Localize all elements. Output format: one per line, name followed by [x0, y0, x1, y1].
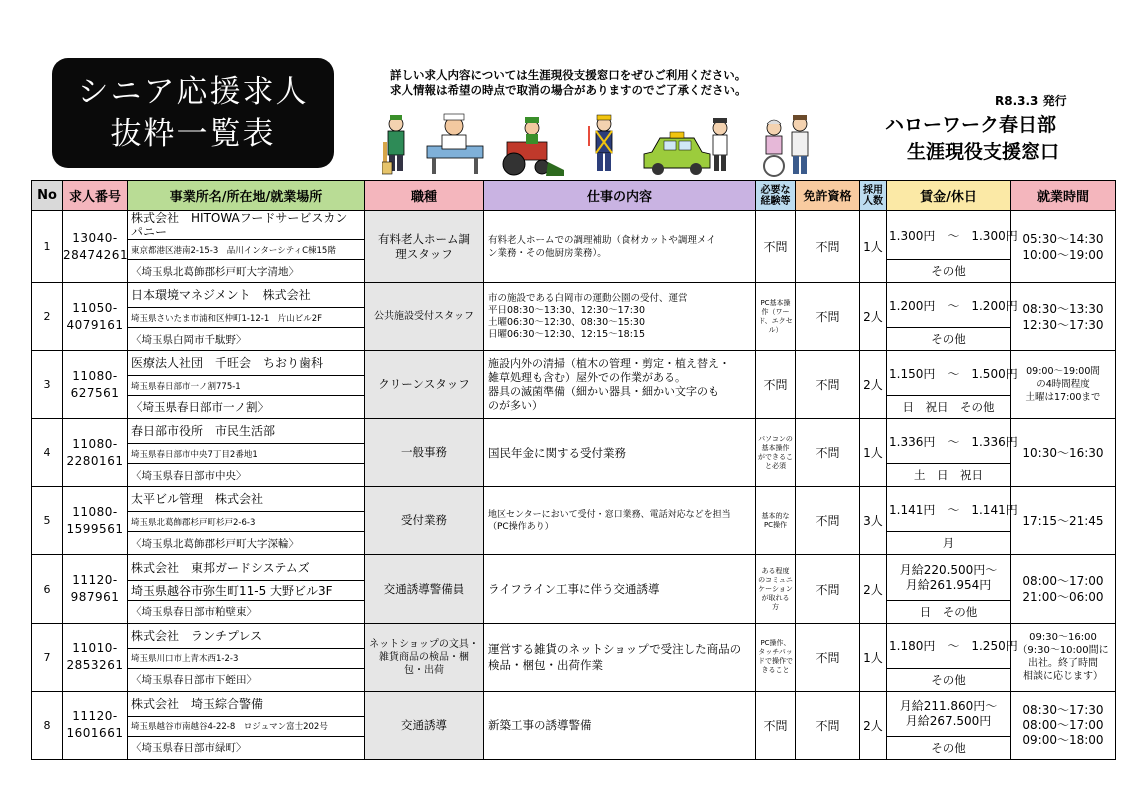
job-description: 施設内外の清掃（植木の管理・剪定・植え替え・ 雑草処理も含む）屋外での作業がある。 器具の滅菌準備（細かい器具・細かい文字のも のが多い） — [484, 351, 756, 419]
company-address: 東京都港区港南2-15-3 品川インターシティC棟15階 — [128, 240, 365, 260]
work-place: 〈埼玉県北葛飾郡杉戸町大字深輪〉 — [128, 532, 365, 555]
work-place: 〈埼玉県春日部市中央〉 — [128, 464, 365, 487]
hire-count: 2人 — [860, 351, 887, 419]
wage: 1.180円 ～ 1.250円 — [887, 623, 1011, 668]
wage: 月給211.860円～ 月給267.500円 — [887, 691, 1011, 736]
hire-count: 1人 — [860, 211, 887, 283]
company-name: 株式会社 埼玉綜合警備 — [128, 691, 365, 716]
company-name: 株式会社 HITOWAフードサービスカン パニー — [128, 211, 365, 240]
job-title: 一般事務 — [365, 419, 484, 487]
company-name: 日本環境マネジメント 株式会社 — [128, 283, 365, 308]
job-description: ライフライン工事に伴う交通誘導 — [484, 555, 756, 623]
license: 不問 — [796, 283, 860, 351]
holiday: 土 日 祝日 — [887, 464, 1011, 487]
required-experience: パソコンの 基本操作 ができるこ と必須 — [756, 419, 796, 487]
tractor-illustration — [503, 117, 564, 176]
notice — [390, 68, 747, 98]
work-place: 〈埼玉県春日部市下蛭田〉 — [128, 668, 365, 691]
holiday: その他 — [887, 736, 1011, 759]
work-hours: 09:00～19:00間 の4時間程度 土曜は17:00まで — [1011, 351, 1116, 419]
hire-count: 1人 — [860, 623, 887, 691]
wage: 1.200円 ～ 1.200円 — [887, 283, 1011, 328]
job-description: 市の施設である白岡市の運動公園の受付、運営 平日08:30～13:30、12:30～17:30 土曜06:30～12:30、08:30～15:30 日曜06:30～12:30、12:15～18:15 — [484, 283, 756, 351]
wage: 1.150円 ～ 1.500円 — [887, 351, 1011, 396]
col-header-id: 求人番号 — [63, 181, 128, 211]
job-listing-table — [31, 180, 1116, 760]
notice-line2: 求人情報は希望の時点で取消の場合がありますのでご了承ください。 — [390, 83, 747, 97]
guard-illustration — [588, 115, 612, 171]
table-row — [32, 419, 1116, 444]
company-address: 埼玉県春日部市一ノ割775-1 — [128, 376, 365, 396]
wage: 月給220.500円～ 月給261.954円 — [887, 555, 1011, 600]
hire-count: 1人 — [860, 419, 887, 487]
table-row — [32, 351, 1116, 376]
table-row — [32, 487, 1116, 512]
office-name — [885, 112, 1059, 166]
work-place: 〈埼玉県春日部市緑町〉 — [128, 736, 365, 759]
col-header-job: 職種 — [365, 181, 484, 211]
col-header-exp: 必要な 経験等 — [756, 181, 796, 211]
license: 不問 — [796, 351, 860, 419]
work-hours: 05:30～14:30 10:00～19:00 — [1011, 211, 1116, 283]
janitor-illustration — [382, 115, 404, 174]
job-id: 11010- 2853261 — [63, 623, 128, 691]
work-place: 〈埼玉県白岡市千駄野〉 — [128, 328, 365, 351]
table-row — [32, 211, 1116, 240]
holiday: 日 祝日 その他 — [887, 396, 1011, 419]
job-description: 国民年金に関する受付業務 — [484, 419, 756, 487]
work-hours: 08:30～17:30 08:00～17:00 09:00～18:00 — [1011, 691, 1116, 759]
job-title: 受付業務 — [365, 487, 484, 555]
required-experience: 不問 — [756, 351, 796, 419]
title-box — [52, 58, 334, 168]
work-hours: 08:00～17:00 21:00～06:00 — [1011, 555, 1116, 623]
title-line1: シニア応援求人 — [77, 74, 309, 110]
company-name: 医療法人社団 千旺会 ちおり歯科 — [128, 351, 365, 376]
hire-count: 2人 — [860, 691, 887, 759]
company-address: 埼玉県越谷市弥生町11-5 大野ビル3F — [128, 580, 365, 600]
required-experience: ある程度 のコミュニ ケーション が取れる 方 — [756, 555, 796, 623]
cook-illustration — [427, 114, 483, 174]
row-number: 6 — [32, 555, 63, 623]
caregiver-illustration — [764, 115, 808, 176]
job-title: 公共施設受付スタッフ — [365, 283, 484, 351]
col-header-desc: 仕事の内容 — [484, 181, 756, 211]
license: 不問 — [796, 487, 860, 555]
row-number: 2 — [32, 283, 63, 351]
table-row — [32, 555, 1116, 580]
col-header-wage: 賃金/休日 — [887, 181, 1011, 211]
job-description: 運営する雑貨のネットショップで受注した商品の 検品・梱包・出荷作業 — [484, 623, 756, 691]
table-row — [32, 283, 1116, 308]
job-id: 11080- 2280161 — [63, 419, 128, 487]
col-header-license: 免許資格 — [796, 181, 860, 211]
worker-illustrations — [382, 112, 822, 180]
license: 不問 — [796, 211, 860, 283]
work-hours: 17:15～21:45 — [1011, 487, 1116, 555]
license: 不問 — [796, 555, 860, 623]
table-header-row — [32, 181, 1116, 211]
title-line2: 抜粋一覧表 — [110, 116, 276, 152]
row-number: 3 — [32, 351, 63, 419]
col-header-count: 採用 人数 — [860, 181, 887, 211]
company-address: 埼玉県北葛飾郡杉戸町杉戸2-6-3 — [128, 512, 365, 532]
row-number: 8 — [32, 691, 63, 759]
holiday: 月 — [887, 532, 1011, 555]
row-number: 4 — [32, 419, 63, 487]
required-experience: 不問 — [756, 211, 796, 283]
job-description: 有料老人ホームでの調理補助（食材カットや調理メイ ン業務・その他厨房業務）。 — [484, 211, 756, 283]
job-title: 交通誘導警備員 — [365, 555, 484, 623]
required-experience: PC操作、 タッチパッ ドで操作で きること — [756, 623, 796, 691]
job-id: 11120- 1601661 — [63, 691, 128, 759]
table-row — [32, 691, 1116, 716]
work-hours: 10:30～16:30 — [1011, 419, 1116, 487]
company-name: 春日部市役所 市民生活部 — [128, 419, 365, 444]
required-experience: PC基本操 作（ワー ド、エクセ ル） — [756, 283, 796, 351]
taxi-illustration — [644, 118, 727, 175]
table-row — [32, 623, 1116, 648]
job-title: クリーンスタッフ — [365, 351, 484, 419]
holiday: その他 — [887, 328, 1011, 351]
company-address: 埼玉県越谷市南越谷4-22-8 ロジュマン富士202号 — [128, 716, 365, 736]
company-address: 埼玉県春日部市中央7丁目2番地1 — [128, 444, 365, 464]
issue-date: R8.3.3 発行 — [995, 94, 1067, 108]
company-address: 埼玉県さいたま市浦和区仲町1-12-1 片山ビル2F — [128, 308, 365, 328]
col-header-hours: 就業時間 — [1011, 181, 1116, 211]
job-id: 11080- 627561 — [63, 351, 128, 419]
work-place: 〈埼玉県北葛飾郡杉戸町大字清地〉 — [128, 260, 365, 283]
wage: 1.300円 ～ 1.300円 — [887, 211, 1011, 260]
work-hours: 09:30～16:00 （9:30～10:00間に 出社。終了時間 相談に応じます） — [1011, 623, 1116, 691]
hire-count: 2人 — [860, 555, 887, 623]
work-hours: 08:30～13:30 12:30～17:30 — [1011, 283, 1116, 351]
wage: 1.141円 ～ 1.141円 — [887, 487, 1011, 532]
col-header-company: 事業所名/所在地/就業場所 — [128, 181, 365, 211]
company-name: 太平ビル管理 株式会社 — [128, 487, 365, 512]
notice-line1: 詳しい求人内容については生涯現役支援窓口をぜひご利用ください。 — [390, 68, 747, 82]
job-id: 11080- 1599561 — [63, 487, 128, 555]
job-title: ネットショップの文具・ 雑貨商品の検品・梱 包・出荷 — [365, 623, 484, 691]
job-title: 有料老人ホーム調 理スタッフ — [365, 211, 484, 283]
job-id: 11050- 4079161 — [63, 283, 128, 351]
office-line2: 生涯現役支援窓口 — [907, 141, 1060, 163]
job-description: 新築工事の誘導警備 — [484, 691, 756, 759]
company-name: 株式会社 東邦ガードシステムズ — [128, 555, 365, 580]
work-place: 〈埼玉県春日部市粕壁東〉 — [128, 600, 365, 623]
job-id: 13040- 28474261 — [63, 211, 128, 283]
holiday: その他 — [887, 260, 1011, 283]
row-number: 5 — [32, 487, 63, 555]
hire-count: 3人 — [860, 487, 887, 555]
work-place: 〈埼玉県春日部市一ノ割〉 — [128, 396, 365, 419]
row-number: 7 — [32, 623, 63, 691]
col-header-no: No — [32, 181, 63, 211]
wage: 1.336円 ～ 1.336円 — [887, 419, 1011, 464]
job-id: 11120- 987961 — [63, 555, 128, 623]
office-line1: ハローワーク春日部 — [885, 114, 1057, 136]
holiday: その他 — [887, 668, 1011, 691]
license: 不問 — [796, 623, 860, 691]
required-experience: 不問 — [756, 691, 796, 759]
job-description: 地区センターにおいて受付・窓口業務、電話対応などを担当 （PC操作あり） — [484, 487, 756, 555]
company-name: 株式会社 ランチプレス — [128, 623, 365, 648]
required-experience: 基本的な PC操作 — [756, 487, 796, 555]
license: 不問 — [796, 419, 860, 487]
hire-count: 2人 — [860, 283, 887, 351]
holiday: 日 その他 — [887, 600, 1011, 623]
job-title: 交通誘導 — [365, 691, 484, 759]
company-address: 埼玉県川口市上青木西1-2-3 — [128, 648, 365, 668]
license: 不問 — [796, 691, 860, 759]
row-number: 1 — [32, 211, 63, 283]
